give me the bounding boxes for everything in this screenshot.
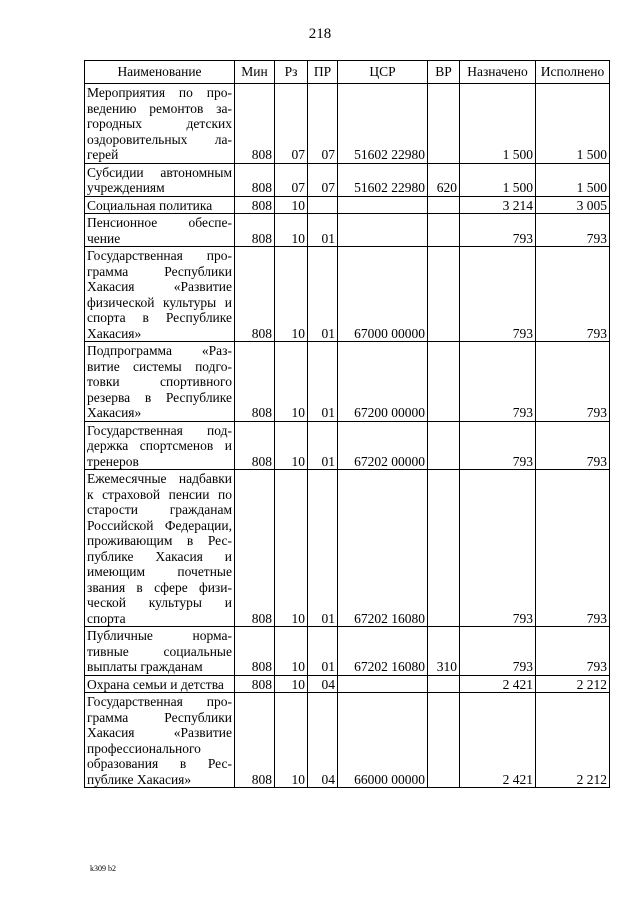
table-header-row [85, 61, 610, 84]
header-min: Мин [235, 61, 275, 84]
header-planned: Назначено [460, 61, 536, 84]
cell-csr: 67200 00000 [338, 342, 428, 422]
cell-pr: 04 [308, 693, 338, 788]
cell-executed: 793 [536, 470, 610, 627]
cell-vr [428, 196, 460, 214]
cell-min: 808 [235, 84, 275, 164]
cell-vr [428, 693, 460, 788]
cell-vr [428, 214, 460, 247]
cell-rz: 10 [275, 214, 308, 247]
table-row [85, 627, 610, 676]
cell-rz: 10 [275, 693, 308, 788]
header-executed: Исполнено [536, 61, 610, 84]
cell-min: 808 [235, 196, 275, 214]
cell-rz: 10 [275, 470, 308, 627]
cell-vr: 620 [428, 163, 460, 196]
table-row [85, 214, 610, 247]
cell-planned: 793 [460, 342, 536, 422]
cell-min: 808 [235, 163, 275, 196]
cell-vr [428, 84, 460, 164]
header-pr: ПР [308, 61, 338, 84]
cell-name: Охрана семьи и детства [85, 675, 235, 693]
cell-csr: 67202 16080 [338, 470, 428, 627]
table-row [85, 421, 610, 470]
cell-planned: 793 [460, 470, 536, 627]
table-row [85, 163, 610, 196]
cell-min: 808 [235, 693, 275, 788]
cell-pr [308, 196, 338, 214]
cell-planned: 2 421 [460, 693, 536, 788]
cell-rz: 07 [275, 163, 308, 196]
cell-executed: 2 212 [536, 693, 610, 788]
cell-rz: 10 [275, 627, 308, 676]
cell-vr [428, 421, 460, 470]
cell-rz: 10 [275, 342, 308, 422]
cell-csr: 67202 00000 [338, 421, 428, 470]
table-row [85, 693, 610, 788]
cell-vr [428, 342, 460, 422]
cell-csr: 51602 22980 [338, 163, 428, 196]
cell-pr: 01 [308, 214, 338, 247]
table-row [85, 470, 610, 627]
cell-rz: 10 [275, 196, 308, 214]
cell-planned: 793 [460, 247, 536, 342]
table-body [85, 84, 610, 788]
cell-pr: 07 [308, 163, 338, 196]
cell-executed: 1 500 [536, 84, 610, 164]
cell-csr [338, 675, 428, 693]
cell-executed: 793 [536, 627, 610, 676]
cell-min: 808 [235, 421, 275, 470]
header-rz: Рз [275, 61, 308, 84]
cell-rz: 10 [275, 421, 308, 470]
cell-min: 808 [235, 675, 275, 693]
cell-planned: 793 [460, 627, 536, 676]
header-name: Наименование [85, 61, 235, 84]
cell-name: Мероприятия по проведению ремонтов загородных детских оздоровительных лагерей [85, 84, 235, 164]
cell-name: Государственная программа Республики Хакасия «Развитие физической культуры и спорта в Республике Хакасия» [85, 247, 235, 342]
cell-executed: 793 [536, 421, 610, 470]
cell-name: Пенсионное обеспечение [85, 214, 235, 247]
cell-planned: 1 500 [460, 163, 536, 196]
header-csr: ЦСР [338, 61, 428, 84]
cell-executed: 1 500 [536, 163, 610, 196]
cell-vr [428, 675, 460, 693]
cell-min: 808 [235, 214, 275, 247]
cell-executed: 2 212 [536, 675, 610, 693]
header-vr: ВР [428, 61, 460, 84]
cell-name: Субсидии автономным учреждениям [85, 163, 235, 196]
cell-name: Государственная программа Республики Хакасия «Развитие профессионального образования в Республике Хакасия» [85, 693, 235, 788]
cell-pr: 01 [308, 421, 338, 470]
cell-planned: 793 [460, 214, 536, 247]
cell-rz: 07 [275, 84, 308, 164]
cell-executed: 3 005 [536, 196, 610, 214]
cell-csr: 66000 00000 [338, 693, 428, 788]
cell-min: 808 [235, 627, 275, 676]
cell-pr: 01 [308, 627, 338, 676]
cell-vr: 310 [428, 627, 460, 676]
cell-min: 808 [235, 470, 275, 627]
cell-pr: 01 [308, 247, 338, 342]
cell-rz: 10 [275, 675, 308, 693]
cell-csr [338, 196, 428, 214]
cell-rz: 10 [275, 247, 308, 342]
cell-vr [428, 247, 460, 342]
cell-csr: 51602 22980 [338, 84, 428, 164]
table-row [85, 196, 610, 214]
cell-planned: 3 214 [460, 196, 536, 214]
cell-pr: 04 [308, 675, 338, 693]
table-row [85, 675, 610, 693]
cell-executed: 793 [536, 214, 610, 247]
budget-table [84, 60, 610, 788]
table-row [85, 342, 610, 422]
cell-executed: 793 [536, 247, 610, 342]
cell-pr: 01 [308, 342, 338, 422]
cell-csr: 67202 16080 [338, 627, 428, 676]
cell-planned: 2 421 [460, 675, 536, 693]
cell-name: Социальная политика [85, 196, 235, 214]
cell-planned: 1 500 [460, 84, 536, 164]
cell-vr [428, 470, 460, 627]
footer-code: k309 b2 [90, 864, 116, 873]
table-row [85, 247, 610, 342]
page-number: 218 [308, 26, 332, 42]
cell-planned: 793 [460, 421, 536, 470]
cell-pr: 07 [308, 84, 338, 164]
cell-name: Подпрограмма «Развитие системы подготовки спортивного резерва в Республике Хакасия» [85, 342, 235, 422]
table-row [85, 84, 610, 164]
cell-min: 808 [235, 247, 275, 342]
cell-csr [338, 214, 428, 247]
cell-name: Государственная поддержка спортсменов и тренеров [85, 421, 235, 470]
cell-pr: 01 [308, 470, 338, 627]
cell-name: Ежемесячные надбавки к страховой пенсии по старости гражданам Российской Федерации, проживающим в Республике Хакасия и имеющим почетные звания в сфере физической культуры и спорта [85, 470, 235, 627]
cell-min: 808 [235, 342, 275, 422]
cell-csr: 67000 00000 [338, 247, 428, 342]
cell-name: Публичные нормативные социальные выплаты гражданам [85, 627, 235, 676]
cell-executed: 793 [536, 342, 610, 422]
